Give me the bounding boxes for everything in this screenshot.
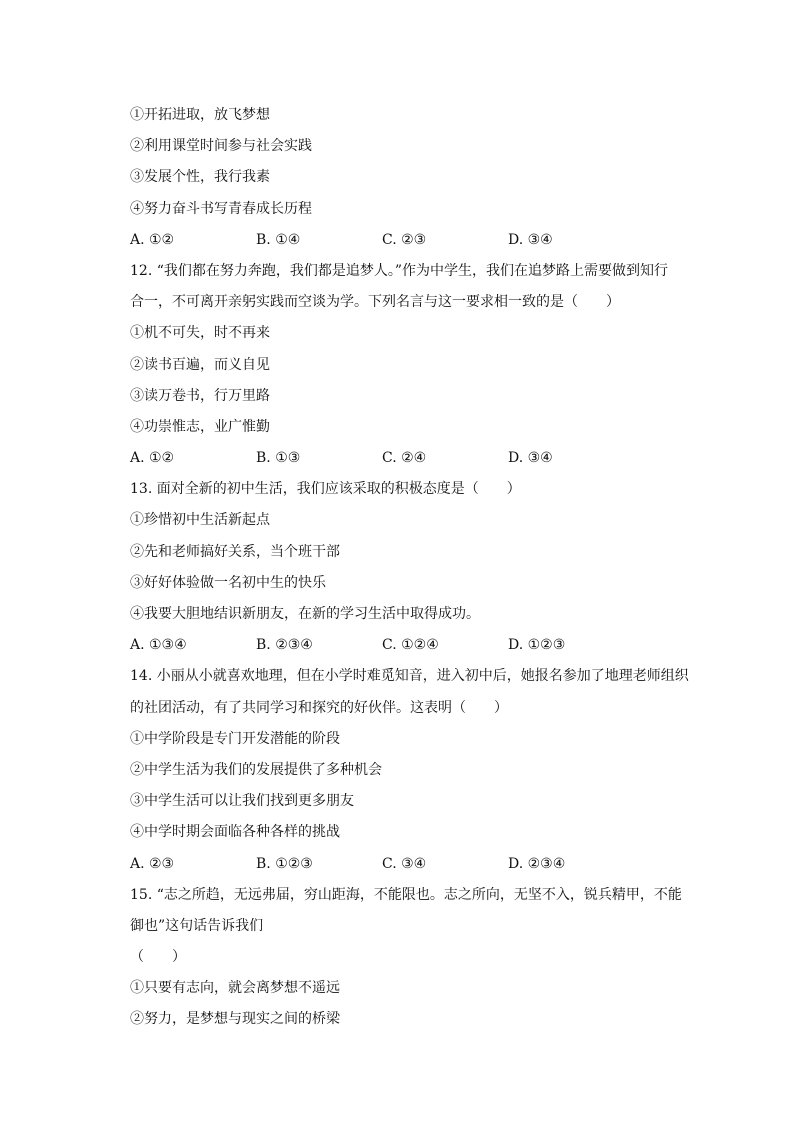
answer-options xyxy=(130,849,700,880)
question-stem: 御也”这句话告诉我们 xyxy=(130,917,264,934)
answer-options xyxy=(130,630,700,661)
choice-item: ③中学生活可以让我们找到更多朋友 xyxy=(130,793,354,810)
choice-item: ①只要有志向，就会离梦想不遥远 xyxy=(130,980,340,997)
exam-page xyxy=(130,100,700,1036)
option-b[interactable]: B. ①②③ xyxy=(256,855,313,872)
choice-item: ③好好体验做一名初中生的快乐 xyxy=(130,574,326,591)
option-d[interactable]: D. ①②③ xyxy=(508,637,566,654)
answer-options xyxy=(130,225,700,256)
question-15 xyxy=(130,880,700,1036)
question-stem: 14. 小丽从小就喜欢地理，但在小学时难觅知音，进入初中后，她报名参加了地理老师组织 xyxy=(130,668,689,685)
question-stem: 的社团活动，有了共同学习和探究的好伙伴。这表明（ ） xyxy=(130,699,508,716)
choice-item: ②利用课堂时间参与社会实践 xyxy=(130,138,312,155)
question-stem: 合一，不可离开亲躬实践而空谈为学。下列名言与这一要求相一致的是（ ） xyxy=(130,294,620,311)
question-stem: 12. “我们都在努力奔跑，我们都是追梦人。”作为中学生，我们在追梦路上需要做到知行 xyxy=(130,262,669,279)
choice-item: ①开拓进取，放飞梦想 xyxy=(130,107,270,123)
option-b[interactable]: B. ②③④ xyxy=(256,637,313,654)
answer-blank: （ ） xyxy=(130,949,186,966)
option-c[interactable]: C. ②③ xyxy=(382,231,427,248)
choice-item: ④功崇惟志，业广惟勤 xyxy=(130,418,270,435)
question-11 xyxy=(130,100,700,256)
question-14 xyxy=(130,661,700,879)
choice-item: ①珍惜初中生活新起点 xyxy=(130,512,270,529)
choice-item: ④努力奋斗书写青春成长历程 xyxy=(130,200,312,217)
question-12 xyxy=(130,256,700,474)
option-b[interactable]: B. ①④ xyxy=(256,231,301,248)
choice-item: ③读万卷书，行万里路 xyxy=(130,387,270,404)
option-d[interactable]: D. ③④ xyxy=(508,231,553,248)
question-13 xyxy=(130,474,700,661)
option-c[interactable]: C. ②④ xyxy=(382,450,427,467)
option-a[interactable]: A. ②③ xyxy=(130,855,175,872)
choice-item: ③发展个性，我行我素 xyxy=(130,169,270,186)
choice-item: ②努力，是梦想与现实之间的桥梁 xyxy=(130,1011,340,1028)
option-a[interactable]: A. ①② xyxy=(130,231,175,248)
answer-options xyxy=(130,443,700,474)
option-a[interactable]: A. ①③④ xyxy=(130,637,187,654)
choice-item: ④我要大胆地结识新朋友，在新的学习生活中取得成功。 xyxy=(130,606,480,622)
option-b[interactable]: B. ①③ xyxy=(256,450,301,467)
option-c[interactable]: C. ③④ xyxy=(382,855,427,872)
choice-item: ①中学阶段是专门开发潜能的阶段 xyxy=(130,730,340,747)
choice-item: ②读书百遍，而义自见 xyxy=(130,356,270,373)
option-a[interactable]: A. ①② xyxy=(130,450,175,467)
choice-item: ②中学生活为我们的发展提供了多种机会 xyxy=(130,761,382,778)
option-c[interactable]: C. ①②④ xyxy=(382,637,439,654)
question-stem: 15. “志之所趋，无远弗届，穷山距海，不能限也。志之所向，无坚不入，锐兵精甲，不能 xyxy=(130,886,682,903)
question-stem: 13. 面对全新的初中生活，我们应该采取的积极态度是（ ） xyxy=(130,481,521,498)
choice-item: ④中学时期会面临各种各样的挑战 xyxy=(130,824,340,841)
option-d[interactable]: D. ②③④ xyxy=(508,855,566,872)
choice-item: ①机不可失，时不再来 xyxy=(130,325,270,342)
option-d[interactable]: D. ③④ xyxy=(508,450,553,467)
choice-item: ②先和老师搞好关系，当个班干部 xyxy=(130,543,340,560)
